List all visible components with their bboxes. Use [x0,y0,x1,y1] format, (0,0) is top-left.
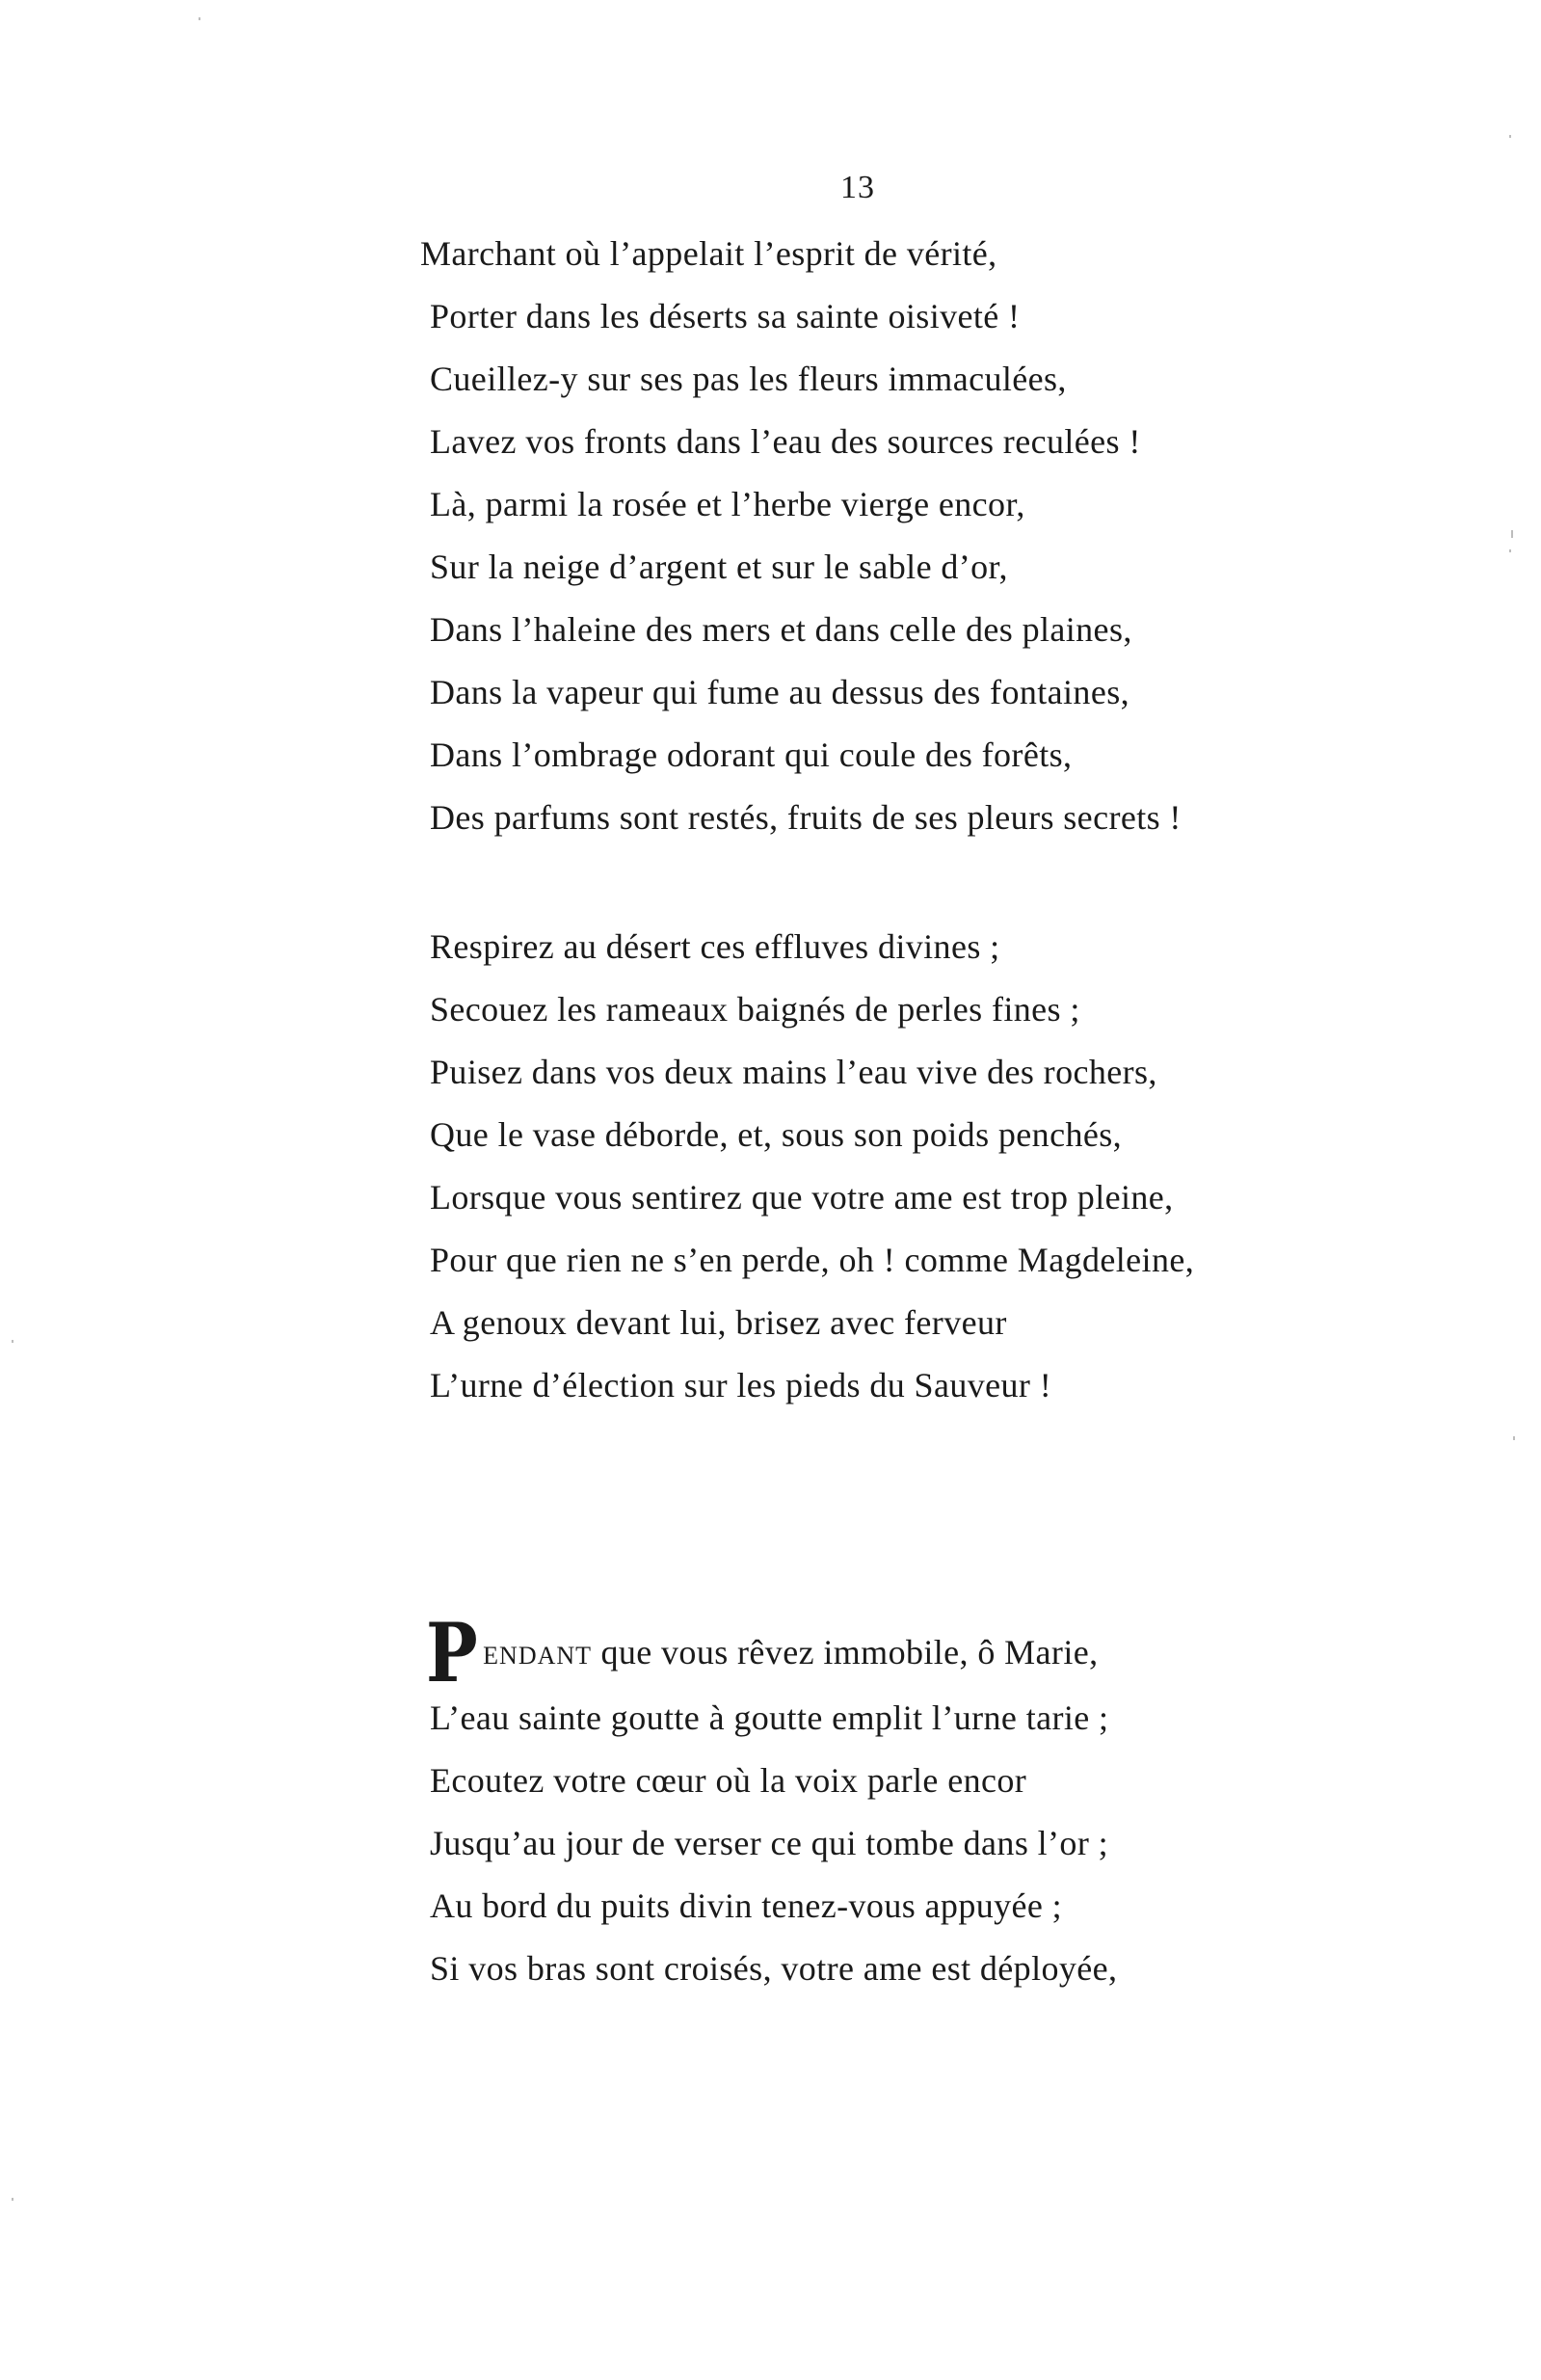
verse-line: Jusqu’au jour de verser ce qui tombe dans l’or ; [430,1824,1109,1862]
scan-speck [12,2198,13,2201]
verse-line: Cueillez-y sur ses pas les fleurs immaculées, [430,360,1067,398]
verse-line: Pour que rien ne s’en perde, oh ! comme Magdeleine, [430,1241,1195,1279]
verse-line: Dans l’haleine des mers et dans celle des plaines, [430,610,1132,649]
drop-cap: P [426,1605,473,1700]
verse-line-first [426,1605,1297,1700]
scan-speck [1509,135,1511,138]
verse-line: Ecoutez votre cœur où la voix parle encor [430,1761,1027,1800]
verse-line: Secouez les rameaux baignés de perles fines ; [430,990,1080,1029]
verse-line: Porter dans les déserts sa sainte oisiveté ! [430,297,1021,335]
verse-line: Marchant où l’appelait l’esprit de vérité, [420,234,997,273]
verse-line: Lorsque vous sentirez que votre ame est trop pleine, [430,1178,1174,1217]
scan-speck [1513,1436,1515,1440]
verse-line: Dans l’ombrage odorant qui coule des forêts, [430,735,1073,774]
scan-speck [12,1340,13,1343]
scan-speck [1509,549,1511,552]
verse-line: Puisez dans vos deux mains l’eau vive des rochers, [430,1053,1157,1091]
verse-line: Respirez au désert ces effluves divines ; [430,927,1000,966]
scan-speck [1511,530,1513,538]
verse-line: Là, parmi la rosée et l’herbe vierge encor, [430,485,1025,523]
verse-line: A genoux devant lui, brisez avec ferveur [430,1303,1007,1342]
verse-line: Au bord du puits divin tenez-vous appuyée ; [430,1886,1063,1925]
verse-line: Lavez vos fronts dans l’eau des sources reculées ! [430,422,1141,461]
verse-line: Que le vase déborde, et, sous son poids penchés, [430,1115,1123,1154]
verse-line: Sur la neige d’argent et sur le sable d’or, [430,548,1008,586]
verse-line: Des parfums sont restés, fruits de ses pleurs secrets ! [430,798,1182,837]
scan-speck [199,17,200,20]
page-number: 13 [840,170,875,205]
verse-line: Si vos bras sont croisés, votre ame est déployée, [430,1949,1118,1988]
stanza-3 [426,1605,1297,2000]
verse-line: Dans la vapeur qui fume au dessus des fontaines, [430,673,1130,711]
stanza-1 [420,223,1288,849]
stanza-2 [430,916,1297,1417]
first-word-smallcaps: ENDANT [483,1642,593,1670]
first-line-rest: que vous rêvez immobile, ô Marie, [592,1633,1099,1671]
verse-line: L’eau sainte goutte à goutte emplit l’urne tarie ; [430,1698,1109,1737]
verse-line: L’urne d’élection sur les pieds du Sauveur ! [430,1366,1052,1404]
